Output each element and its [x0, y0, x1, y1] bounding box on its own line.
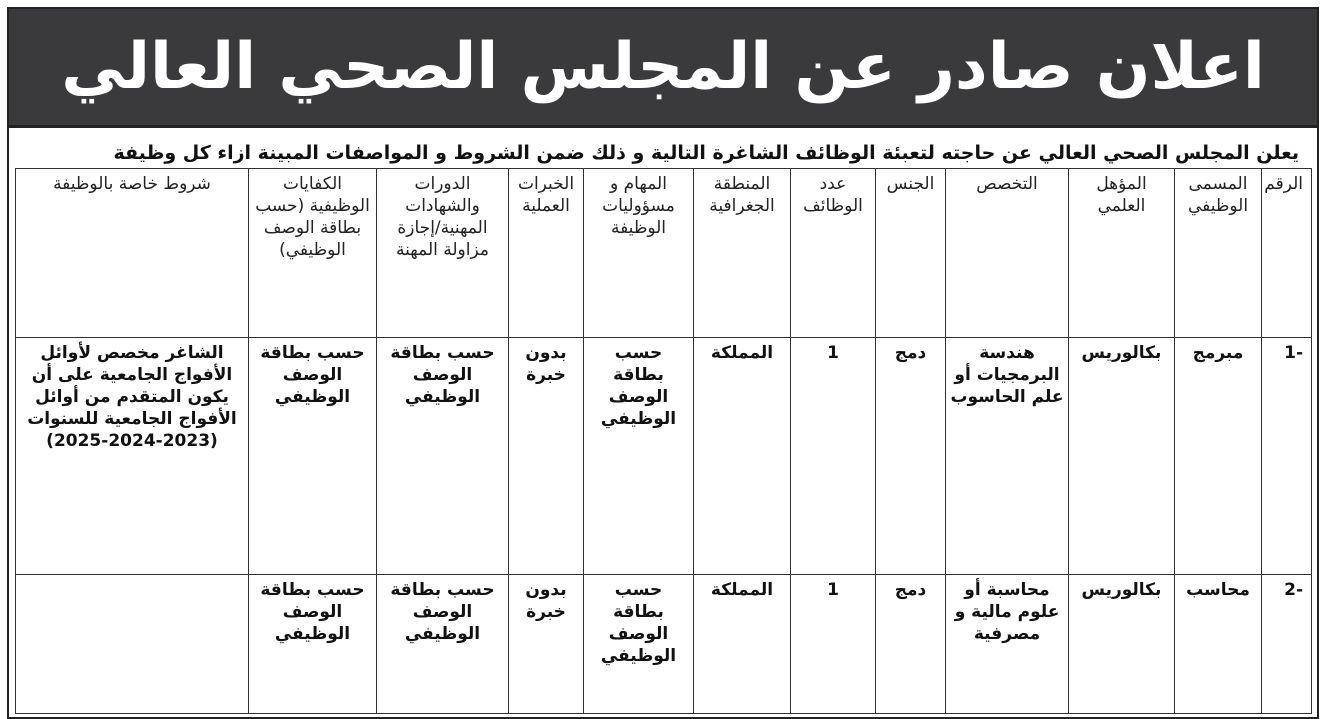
cell-region: المملكة: [694, 575, 791, 714]
header-cell: الخبرات العملية: [509, 169, 584, 338]
header-cell: عدد الوظائف: [791, 169, 876, 338]
title-banner: [9, 9, 1317, 128]
cell-duties: حسب بطاقة الوصف الوظيفي: [584, 575, 694, 714]
cell-duties: حسب بطاقة الوصف الوظيفي: [584, 338, 694, 575]
header-cell: الكفايات الوظيفية (حسب بطاقة الوصف الوظيفي): [249, 169, 377, 338]
intro-text: يعلن المجلس الصحي العالي عن حاجته لتعبئة الوظائف الشاغرة التالية و ذلك ضمن الشروط و المواصفات المبينة ازاء كل وظيفة: [113, 142, 1299, 164]
cell-courses: حسب بطاقة الوصف الوظيفي: [377, 338, 509, 575]
cell-qualification: بكالوريس: [1069, 338, 1175, 575]
cell-specialization: محاسبة أو علوم مالية و مصرفية: [946, 575, 1069, 714]
header-cell: التخصص: [946, 169, 1069, 338]
cell-count: 1: [791, 338, 876, 575]
advertisement: [7, 7, 1319, 719]
cell-competencies: حسب بطاقة الوصف الوظيفي: [249, 338, 377, 575]
table-row: [16, 338, 1312, 575]
header-cell: المؤهل العلمي: [1069, 169, 1175, 338]
cell-courses: حسب بطاقة الوصف الوظيفي: [377, 575, 509, 714]
cell-gender: دمج: [876, 338, 946, 575]
cell-experience: بدون خبرة: [509, 575, 584, 714]
cell-count: 1: [791, 575, 876, 714]
cell-competencies: حسب بطاقة الوصف الوظيفي: [249, 575, 377, 714]
header-cell: المسمى الوظيفي: [1175, 169, 1262, 338]
jobs-table: [15, 168, 1312, 714]
cell-job-title: مبرمج: [1175, 338, 1262, 575]
header-cell: الدورات والشهادات المهنية/إجازة مزاولة المهنة: [377, 169, 509, 338]
cell-special-conditions: [16, 575, 249, 714]
cell-number: -1: [1262, 338, 1312, 575]
header-row: [16, 169, 1312, 338]
header-cell: المنطقة الجغرافية: [694, 169, 791, 338]
cell-gender: دمج: [876, 575, 946, 714]
header-cell: المهام و مسؤوليات الوظيفة: [584, 169, 694, 338]
header-cell: الجنس: [876, 169, 946, 338]
cell-special-conditions: الشاغر مخصص لأوائل الأفواج الجامعية على أن يكون المتقدم من أوائل الأفواج الجامعية للسنوات (2023-2024-2025): [16, 338, 249, 575]
cell-job-title: محاسب: [1175, 575, 1262, 714]
table-row: [16, 575, 1312, 714]
cell-experience: بدون خبرة: [509, 338, 584, 575]
cell-specialization: هندسة البرمجيات أو علم الحاسوب: [946, 338, 1069, 575]
cell-qualification: بكالوريس: [1069, 575, 1175, 714]
header-cell: الرقم: [1262, 169, 1312, 338]
cell-region: المملكة: [694, 338, 791, 575]
page-title: اعلان صادر عن المجلس الصحي العالي: [61, 30, 1265, 104]
header-cell: شروط خاصة بالوظيفة: [16, 169, 249, 338]
cell-number: -2: [1262, 575, 1312, 714]
